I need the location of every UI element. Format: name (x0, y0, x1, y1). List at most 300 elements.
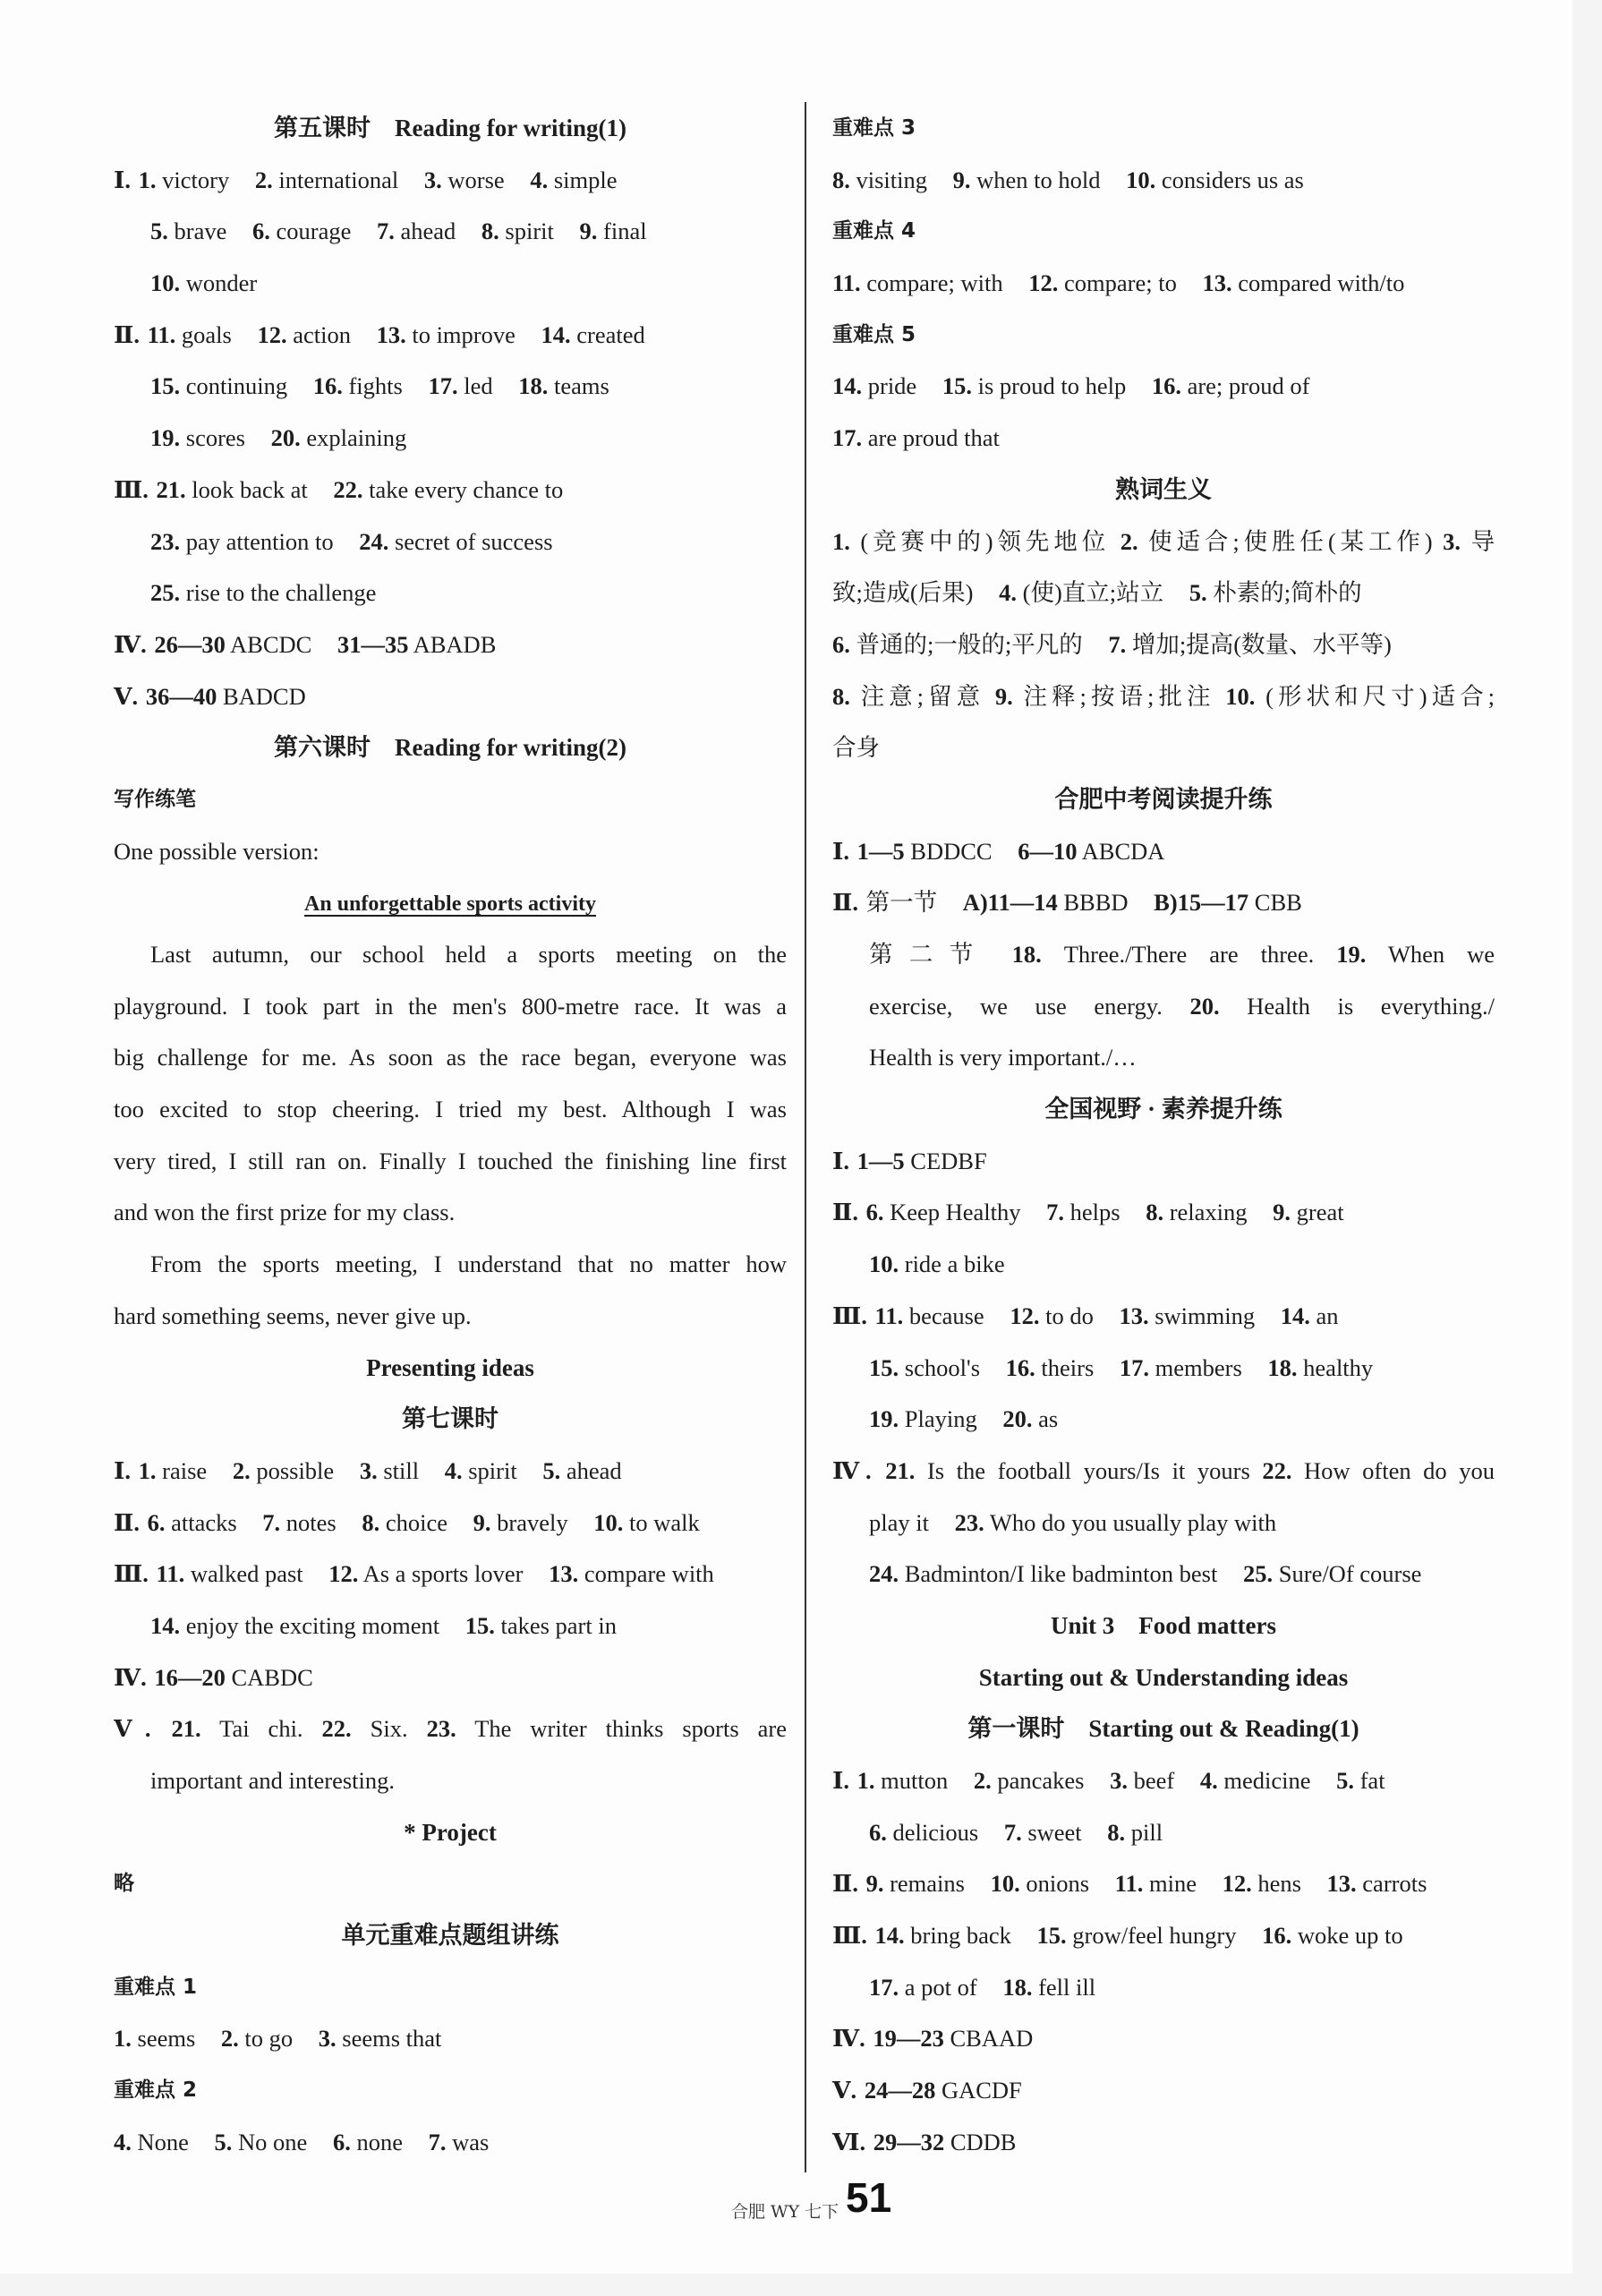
section-roman-numeral: Ⅴ. (114, 682, 139, 710)
answer-number: 6. (865, 1199, 884, 1226)
page-number: 51 (846, 2174, 892, 2221)
answer-number: 26—30 (154, 630, 226, 658)
answer-number: 20. (1189, 992, 1220, 1020)
answer-text: Is the football yours/Is it yours (926, 1456, 1250, 1484)
answer-row (114, 1652, 787, 1704)
answer-number: 16. (1262, 1922, 1292, 1950)
answer-number: 7. (1108, 630, 1127, 658)
answer-text: compared with/to (1238, 269, 1405, 297)
answer-row (114, 1703, 787, 1755)
answer-text: visiting (856, 166, 928, 193)
answer-item (255, 166, 398, 193)
answer-text: action (293, 320, 351, 348)
answer-item (530, 166, 617, 193)
answer-text: to improve (412, 320, 516, 348)
line-text: Last autumn, our school held a sports meeting on the (150, 941, 787, 968)
answer-number: 8. (832, 682, 850, 710)
answer-text: fell ill (1038, 1973, 1096, 2001)
answer-text: to go (244, 2025, 294, 2053)
answer-text: still (383, 1456, 420, 1484)
answer-text: scores (185, 424, 245, 452)
line-text: * Project (404, 1818, 497, 1846)
answer-number: 6. (147, 1508, 166, 1536)
line-text: hard something seems, never give up. (114, 1302, 472, 1329)
answer-item (252, 218, 351, 244)
answer-row (114, 1549, 787, 1600)
line-text: 重难点 3 (832, 116, 916, 140)
answer-number: 16—20 (154, 1663, 226, 1691)
answer-number: 22. (1262, 1456, 1292, 1484)
answer-text: walked past (190, 1560, 303, 1588)
section-heading (114, 877, 787, 929)
answer-text: bring back (910, 1922, 1011, 1950)
answer-number: 13. (1119, 1302, 1149, 1329)
answer-item (1262, 1457, 1495, 1484)
answer-item (1004, 1819, 1082, 1846)
answer-item (1225, 683, 1495, 710)
answer-text: 使适合;使胜任(某工作) (1148, 527, 1433, 555)
answer-text: explaining (306, 424, 407, 452)
answer-number: 14. (541, 320, 571, 348)
section-heading (832, 774, 1495, 826)
line-text: 重难点 4 (832, 219, 916, 243)
subsection-label (832, 103, 1495, 155)
answer-text: As a sports lover (362, 1560, 524, 1588)
answer-number: 24—28 (864, 2077, 936, 2104)
answer-item (429, 2129, 490, 2155)
answer-item (549, 1560, 714, 1587)
answer-number: 1. (138, 166, 157, 193)
line-text: and won the first prize for my class. (114, 1199, 456, 1226)
answer-row (114, 413, 787, 465)
answer-row (114, 1446, 787, 1498)
answer-item (1336, 941, 1495, 968)
line-text: Presenting ideas (366, 1353, 534, 1381)
answer-text: 第二节 (869, 941, 990, 968)
answer-text: to walk (628, 1508, 700, 1536)
answer-row (832, 1755, 1495, 1807)
answer-text: 第一节 (865, 889, 938, 917)
answer-item (866, 1870, 965, 1897)
answer-item (313, 372, 403, 399)
answer-row (832, 2013, 1495, 2065)
answer-item (832, 528, 1110, 555)
answer-number: 25. (150, 579, 181, 607)
answer-text: Keep Healthy (890, 1199, 1021, 1226)
answer-text: How often do you (1304, 1456, 1495, 1484)
line-text: 重难点 2 (114, 2078, 198, 2103)
answer-text: fat (1359, 1767, 1385, 1794)
answer-text: hens (1257, 1870, 1301, 1898)
answer-item (1262, 1922, 1403, 1949)
answer-text: ABCDA (1081, 837, 1165, 865)
answer-text: school's (904, 1353, 981, 1381)
answer-text: BDDCC (910, 837, 993, 865)
answer-text: (使)直立;站立 (1022, 579, 1164, 607)
section-roman-numeral: Ⅳ. (832, 2025, 865, 2053)
answer-number: 14. (874, 1922, 905, 1950)
answer-number: 5. (1336, 1767, 1354, 1794)
answer-text: grow/feel hungry (1072, 1922, 1237, 1950)
section-roman-numeral: Ⅰ. (832, 1767, 850, 1794)
line-text: 全国视野 · 素养提升练 (1044, 1096, 1282, 1123)
answer-item (518, 372, 609, 399)
answer-number: 36—40 (145, 682, 217, 710)
answer-item (473, 1509, 568, 1536)
answer-number: 9. (473, 1508, 491, 1536)
answer-item (1115, 1870, 1197, 1897)
section-heading (114, 1343, 787, 1395)
answer-number: 25. (1243, 1560, 1274, 1588)
answer-number: 8. (1107, 1818, 1126, 1846)
answer-text: victory (162, 166, 230, 193)
answer-text: is proud to help (977, 372, 1127, 400)
answer-number: 1. (138, 1456, 157, 1484)
answer-item (865, 2077, 1022, 2104)
answer-item (1146, 1199, 1247, 1225)
answer-item (319, 2025, 442, 2052)
answer-item (215, 2129, 308, 2155)
answer-row (114, 671, 787, 723)
answer-number: 3. (1110, 1767, 1128, 1794)
text-line (114, 1291, 787, 1343)
answer-text: 增加;提高(数量、水平等) (1131, 630, 1392, 658)
answer-text: spirit (468, 1456, 517, 1484)
answer-item (832, 631, 1083, 658)
text-line (114, 1136, 787, 1188)
answer-row (832, 1187, 1495, 1239)
answer-item (873, 2025, 1033, 2052)
answer-text: carrots (1362, 1870, 1427, 1898)
answer-row (832, 258, 1495, 310)
answer-number: 20. (1002, 1405, 1033, 1433)
answer-text: BBBD (1063, 889, 1129, 917)
answer-item (955, 1509, 1276, 1536)
answer-row (832, 413, 1495, 465)
answer-number: 11. (1114, 1870, 1144, 1898)
right-column (832, 103, 1495, 2169)
answer-number: 7. (376, 218, 395, 245)
answer-number: 7. (1003, 1818, 1022, 1846)
answer-item (869, 1354, 980, 1381)
answer-number: 21. (885, 1456, 916, 1484)
answer-item (1018, 838, 1164, 865)
answer-number: 8. (1146, 1199, 1164, 1226)
section-roman-numeral: Ⅱ. (114, 1508, 140, 1536)
answer-text: enjoy the exciting moment (185, 1611, 440, 1639)
answer-number: 19. (1336, 941, 1367, 968)
answer-row (114, 361, 787, 413)
answer-number: 5. (542, 1456, 561, 1484)
answer-text: healthy (1303, 1353, 1374, 1381)
answer-number: 13. (1326, 1870, 1357, 1898)
answer-item (942, 372, 1126, 399)
answer-item (262, 1509, 336, 1536)
text-line (832, 722, 1495, 774)
answer-item (1223, 1870, 1301, 1897)
answer-item (1108, 631, 1392, 658)
answer-item (1190, 993, 1495, 1020)
answer-item (1120, 1354, 1242, 1381)
answer-text: exercise, we use energy. (869, 992, 1163, 1020)
answer-item (154, 1664, 312, 1691)
answer-item (148, 1509, 237, 1536)
answer-item (360, 1457, 419, 1484)
answer-item (1121, 528, 1433, 555)
answer-item (481, 218, 554, 244)
answer-number: 15. (869, 1353, 899, 1381)
answer-text: onions (1026, 1870, 1090, 1898)
answer-row (832, 1962, 1495, 2014)
answer-text: pride (867, 372, 917, 400)
answer-number: 4. (999, 579, 1018, 607)
answer-text: theirs (1041, 1353, 1095, 1381)
answer-text: swimming (1155, 1302, 1256, 1329)
answer-item (1012, 941, 1315, 968)
answer-number: 2. (973, 1767, 992, 1794)
answer-item (995, 683, 1215, 710)
answer-text: an (1316, 1302, 1339, 1329)
answer-text: play it (869, 1508, 929, 1536)
answer-text: Six. (370, 1715, 408, 1743)
answer-text: bravely (497, 1508, 568, 1536)
answer-text: led (464, 372, 493, 400)
text-line (832, 1032, 1495, 1084)
answer-text: CABDC (231, 1663, 313, 1691)
answer-item (857, 838, 993, 865)
line-text: 第一课时 Starting out & Reading(1) (967, 1715, 1359, 1743)
answer-item (424, 166, 505, 193)
answer-number: 24. (359, 527, 389, 555)
answer-item (150, 528, 334, 555)
section-roman-numeral: Ⅲ. (114, 1560, 149, 1588)
answer-item (1267, 1354, 1373, 1381)
answer-text: look back at (192, 475, 308, 503)
answer-text: Who do you usually play with (989, 1508, 1277, 1536)
answer-text: simple (553, 166, 618, 193)
answer-row (114, 516, 787, 568)
answer-text: The writer thinks sports are (474, 1715, 787, 1743)
answer-item (832, 579, 974, 606)
answer-item (139, 1457, 208, 1484)
answer-text: BADCD (222, 682, 306, 710)
answer-item (857, 1767, 949, 1794)
answer-text: rise to the challenge (185, 579, 377, 607)
answer-item (114, 2025, 195, 2052)
answer-text: fights (348, 372, 403, 400)
answer-item (377, 321, 516, 348)
answer-number: 8. (832, 166, 850, 193)
answer-text: Health is everything./ (1247, 992, 1495, 1020)
text-line (114, 1032, 787, 1084)
line-text: 略 (114, 1872, 134, 1896)
answer-number: 19. (150, 424, 181, 452)
answer-item (333, 476, 563, 503)
answer-text: international (278, 166, 399, 193)
text-line (114, 826, 787, 878)
answer-text: 注意;留意 (860, 682, 985, 710)
answer-number: 5. (214, 2128, 233, 2155)
answer-item (427, 1715, 787, 1742)
answer-text: great (1296, 1199, 1344, 1226)
answer-item (991, 1870, 1089, 1897)
answer-text: (竞赛中的)领先地位 (860, 527, 1111, 555)
section-roman-numeral: Ⅱ. (114, 320, 140, 348)
answer-text: beef (1133, 1767, 1175, 1794)
answer-number: 10. (1126, 166, 1156, 193)
answer-number: 20. (270, 424, 301, 452)
line-text: One possible version: (114, 837, 320, 865)
answer-item (1200, 1767, 1311, 1794)
answer-number: 9. (865, 1870, 884, 1898)
answer-text: compare; with (866, 269, 1003, 297)
answer-row (114, 206, 787, 258)
answer-text: secret of success (394, 527, 553, 555)
answer-number: 3. (1443, 527, 1461, 555)
answer-text: seems that (342, 2025, 442, 2053)
answer-item (857, 1148, 987, 1174)
answer-number: 13. (376, 320, 406, 348)
answer-text: sweet (1027, 1818, 1082, 1846)
section-heading (832, 1703, 1495, 1755)
answer-text: ABCDC (230, 630, 312, 658)
section-roman-numeral: Ⅵ. (832, 2128, 866, 2155)
section-heading (114, 103, 787, 155)
answer-item (1443, 528, 1495, 555)
answer-text: teams (553, 372, 609, 400)
answer-text: No one (238, 2128, 308, 2155)
answer-number: 4. (114, 2128, 132, 2155)
section-roman-numeral: Ⅳ. (114, 630, 147, 658)
answer-item (953, 166, 1101, 193)
answer-row (832, 671, 1495, 723)
answer-number: 21. (171, 1715, 201, 1743)
answer-number: 23. (150, 527, 181, 555)
answer-number: 11. (156, 1560, 185, 1588)
answer-item (869, 993, 1163, 1020)
answer-text: Playing (904, 1405, 977, 1433)
answer-row (114, 619, 787, 671)
answer-text: woke up to (1297, 1922, 1403, 1950)
text-line (114, 1755, 787, 1807)
answer-text: 普通的;一般的;平凡的 (856, 630, 1083, 658)
answer-item (445, 1457, 517, 1484)
answer-text: remains (890, 1870, 965, 1898)
answer-item (157, 1560, 303, 1587)
answer-text: worse (447, 166, 505, 193)
answer-text: CBAAD (950, 2025, 1034, 2053)
answer-item (1002, 1405, 1058, 1432)
answer-text: continuing (185, 372, 288, 400)
section-heading (114, 1807, 787, 1859)
answer-number: 13. (1202, 269, 1232, 297)
answer-item (541, 321, 645, 348)
answer-item (1028, 269, 1177, 296)
section-roman-numeral: Ⅴ. (832, 2077, 857, 2104)
answer-number: 4. (1199, 1767, 1218, 1794)
line-text: 重难点 5 (832, 322, 916, 346)
answer-text: delicious (892, 1818, 979, 1846)
answer-row (832, 1394, 1495, 1446)
answer-text: are; proud of (1187, 372, 1310, 400)
answer-text: compare; to (1064, 269, 1177, 297)
answer-item (866, 1199, 1021, 1225)
answer-number: 5. (1189, 579, 1207, 607)
answer-number: 1. (114, 2025, 132, 2053)
answer-item (1119, 1302, 1255, 1329)
answer-text: CEDBF (910, 1147, 987, 1174)
answer-item (869, 1509, 929, 1536)
answer-number: 18. (1002, 1973, 1033, 2001)
line-text: big challenge for me. As soon as the race began, everyone was (114, 1044, 787, 1071)
answer-row (832, 1807, 1495, 1859)
answer-number: 12. (1010, 1302, 1040, 1329)
section-heading (114, 722, 787, 774)
answer-text: compare with (584, 1560, 714, 1588)
answer-number: 8. (481, 218, 499, 245)
answer-number: 13. (549, 1560, 579, 1588)
answer-item (1281, 1302, 1339, 1329)
answer-item (428, 372, 492, 399)
subsection-label (114, 1962, 787, 2014)
answer-row (832, 619, 1495, 671)
answer-number: 22. (321, 1715, 352, 1743)
left-column (114, 103, 787, 2169)
answer-number: 12. (1028, 269, 1059, 297)
answer-number: 4. (444, 1456, 463, 1484)
answer-text: take every chance to (369, 475, 564, 503)
line-text: Starting out & Understanding ideas (978, 1663, 1349, 1691)
line-text: 合肥中考阅读提升练 (1054, 785, 1273, 813)
answer-item (328, 1560, 523, 1587)
answer-text: ahead (566, 1456, 622, 1484)
section-roman-numeral: Ⅲ. (832, 1922, 867, 1950)
answer-text: members (1155, 1353, 1242, 1381)
answer-item (1243, 1560, 1421, 1587)
answer-item (869, 941, 990, 968)
answer-text: as (1038, 1405, 1059, 1433)
answer-number: 18. (518, 372, 549, 400)
answer-item (172, 1715, 303, 1742)
answer-row (832, 929, 1495, 981)
answer-number: 23. (954, 1508, 984, 1536)
subsection-label (114, 2065, 787, 2117)
answer-text: notes (285, 1508, 337, 1536)
answer-number: 6. (832, 630, 850, 658)
section-roman-numeral: Ⅰ. (114, 1456, 132, 1484)
answer-row (832, 1910, 1495, 1962)
answer-number: 18. (1011, 941, 1042, 968)
line-text: Unit 3 Food matters (1051, 1611, 1276, 1639)
answer-number: 19. (869, 1405, 899, 1433)
answer-item (1002, 1974, 1095, 2001)
subsection-label (114, 1858, 787, 1910)
answer-number: 14. (150, 1611, 181, 1639)
answer-number: 12. (1222, 1870, 1252, 1898)
answer-row (832, 1136, 1495, 1188)
answer-text: wonder (185, 269, 258, 297)
answer-number: 24. (869, 1560, 899, 1588)
answer-text: goals (181, 320, 232, 348)
answer-number: 16. (1151, 372, 1181, 400)
answer-item (1107, 1819, 1163, 1846)
answer-row (114, 465, 787, 516)
answer-item (1110, 1767, 1174, 1794)
answer-item (146, 683, 306, 710)
answer-number: 2. (232, 1456, 251, 1484)
section-roman-numeral: Ⅱ. (832, 889, 858, 917)
answer-item (869, 1250, 1005, 1277)
